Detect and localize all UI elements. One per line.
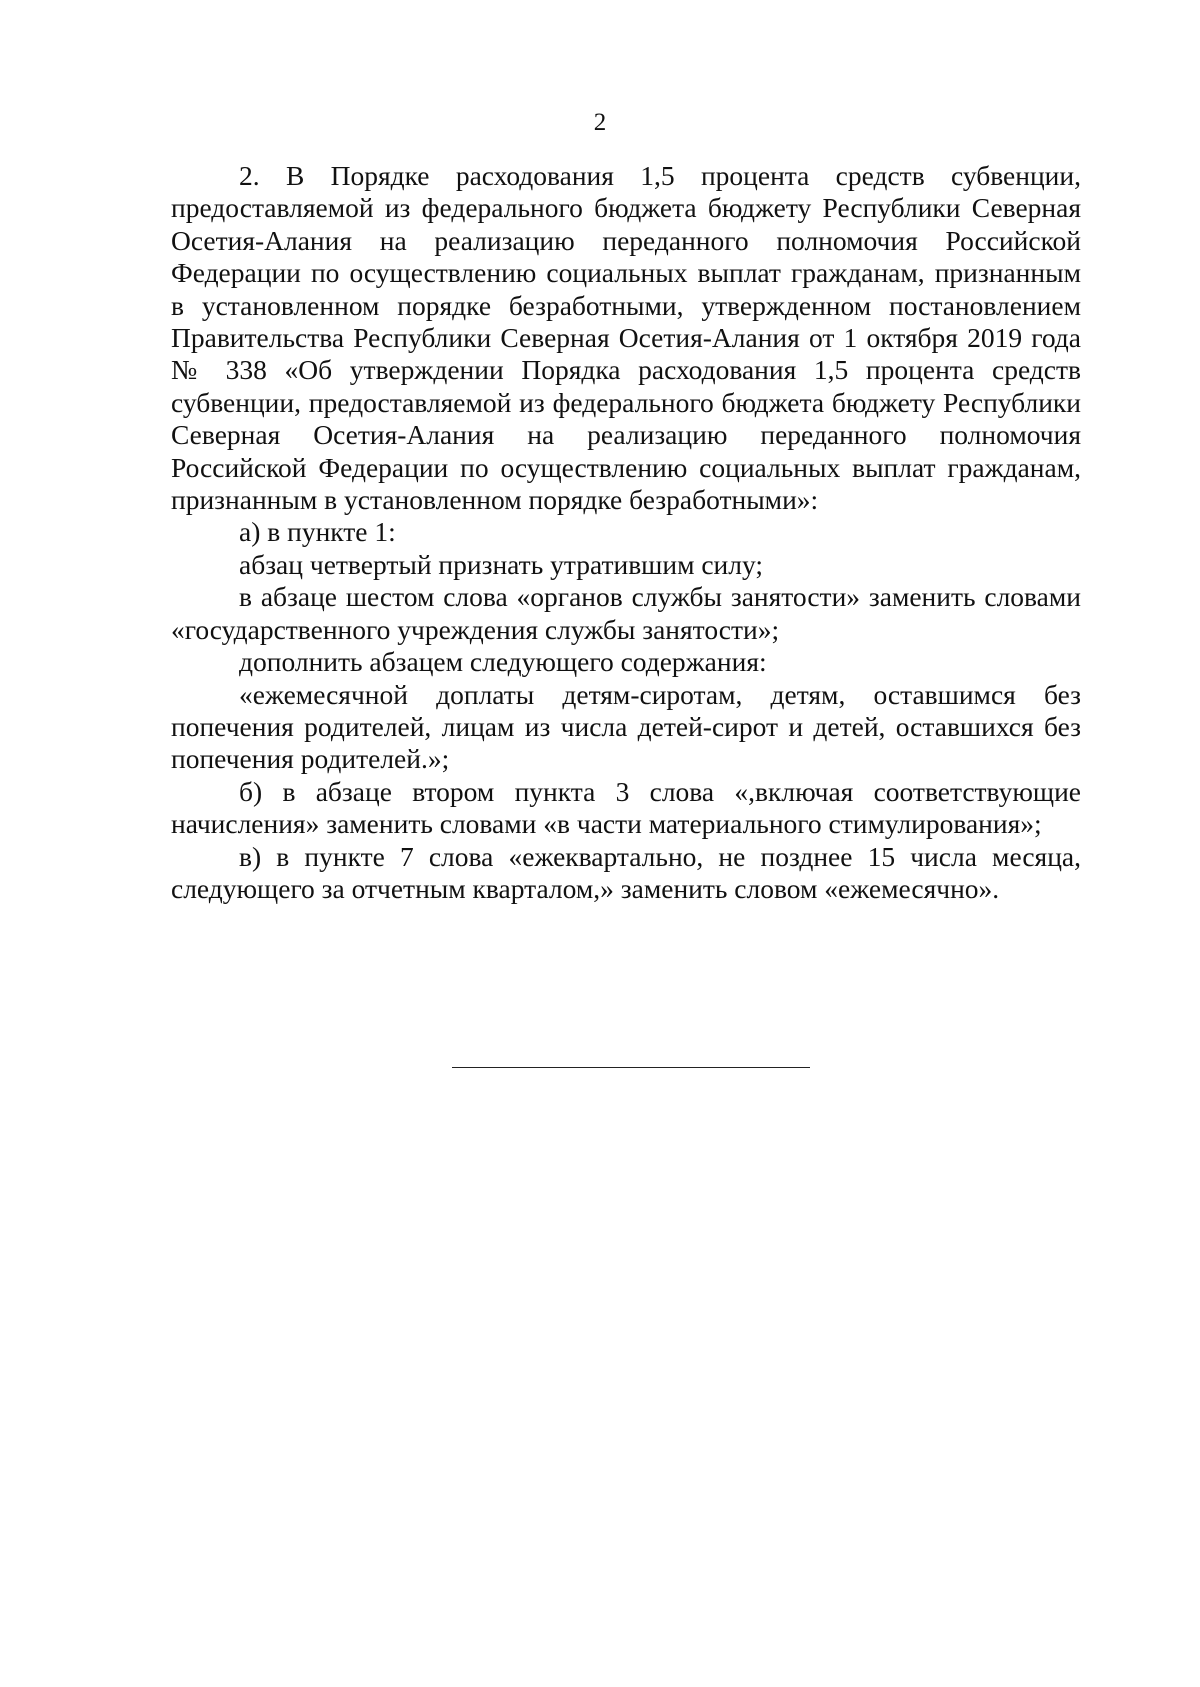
paragraph-replace-sixth: в абзаце шестом слова «органов службы занятости» заменить словами «государственного учреждения службы занятости»;	[171, 581, 1081, 645]
paragraph-subitem-a: а) в пункте 1:	[239, 516, 396, 548]
paragraph-add-clause: дополнить абзацем следующего содержания:	[239, 646, 767, 678]
paragraph-added-text: «ежемесячной доплаты детям-сиротам, детям, оставшимся без попечения родителей, лицам из числа детей-сирот и детей, оставшихся без попечения родителей.»;	[171, 678, 1081, 775]
document-body	[171, 160, 1081, 905]
page-number: 2	[593, 109, 607, 136]
paragraph-item-2: 2. В Порядке расходования 1,5 процента средств субвенции, предоставляемой из федерального бюджета бюджету Республики Северная Осетия-Алания на реализацию переданного полномочия Российской Федерации по осуществлению социальных выплат гражданам, признанным в установленном порядке безработными, утвержденном постановлением Правительства Республики Северная Осетия-Алания от 1 октября 2019 года № 338 «Об утверждении Порядка расходования 1,5 процента средств субвенции, предоставляемой из федерального бюджета бюджету Республики Северная Осетия-Алания на реализацию переданного полномочия Российской Федерации по осуществлению социальных выплат гражданам, признанным в установленном порядке безработными»:	[171, 160, 1081, 516]
end-divider-line	[452, 1067, 810, 1068]
paragraph-subitem-b: б) в абзаце втором пункта 3 слова «,включая соответствующие начисления» заменить словами «в части материального стимулирования»;	[171, 775, 1081, 840]
paragraph-subitem-v: в) в пункте 7 слова «ежеквартально, не позднее 15 числа месяца, следующего за отчетным кварталом,» заменить словом «ежемесячно».	[171, 840, 1081, 904]
paragraph-abolish-fourth: абзац четвертый признать утратившим силу;	[239, 548, 764, 580]
